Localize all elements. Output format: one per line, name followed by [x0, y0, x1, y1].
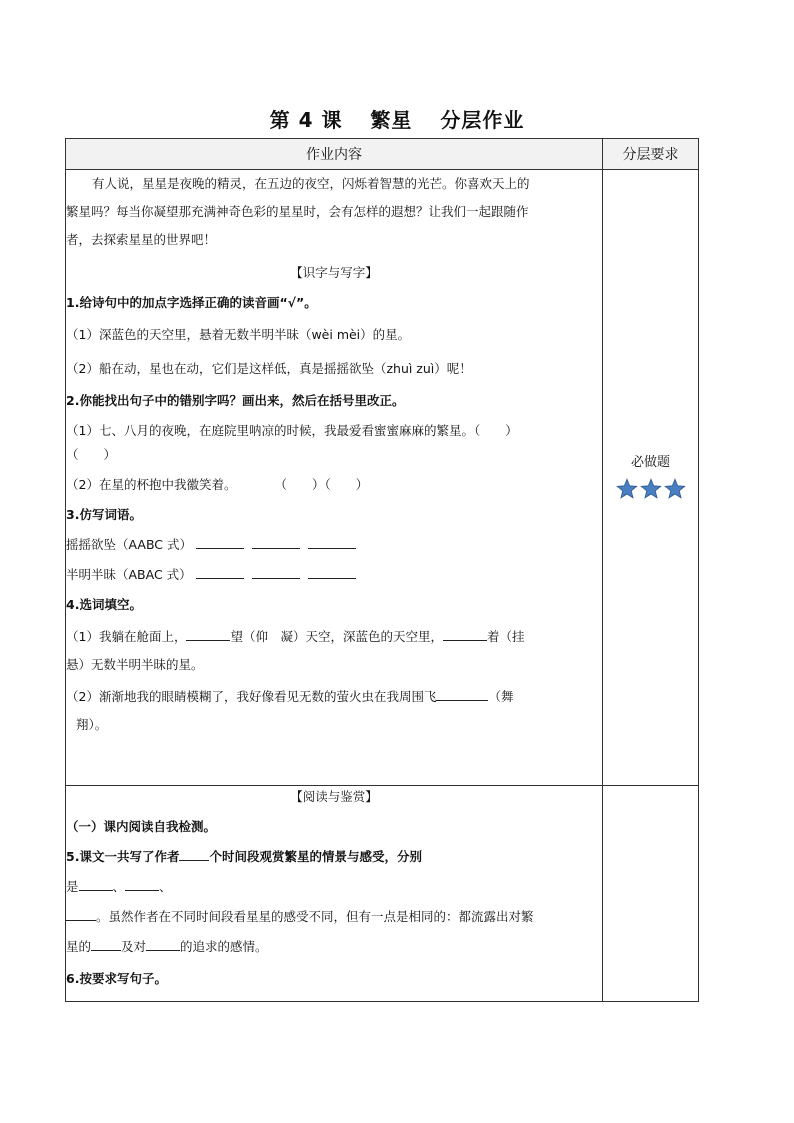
answer-blank[interactable]: [252, 566, 300, 579]
question-2: 2.你能找出句子中的错别字吗？画出来，然后在括号里改正。: [66, 393, 405, 408]
question-4-1-cont: 悬）无数半明半昧的星。: [66, 657, 204, 672]
answer-blank[interactable]: [79, 878, 113, 891]
question-3-2: [66, 566, 602, 584]
required-label: 必做题: [630, 455, 670, 470]
separator: 、: [159, 879, 172, 894]
section2-content: [66, 786, 603, 1002]
star-icon: [640, 478, 662, 500]
section1-requirement: [603, 170, 699, 786]
header-content: 作业内容: [66, 139, 603, 170]
question-3-1: [66, 536, 602, 554]
answer-blank[interactable]: [146, 938, 180, 951]
question-1: 1.给诗句中的加点字选择正确的读音画“√”。: [66, 295, 317, 310]
question-1-1: （1）深蓝色的天空里，悬着无数半明半昧（wèi mèi）的星。: [66, 327, 411, 342]
question-4-2-b: （舞: [488, 689, 514, 704]
question-3-1-label: 摇摇欲坠（AABC 式）: [66, 537, 193, 552]
question-5-c: 是: [66, 879, 79, 894]
question-3-2-label: 半明半昧（ABAC 式）: [66, 567, 192, 582]
intro-line-3: 者，去探索星星的世界吧！: [66, 232, 217, 247]
question-2-2: [66, 476, 602, 494]
reading-sub: （一）课内阅读自我检测。: [66, 819, 217, 834]
question-5-b: 个时间段观赏繁星的情景与感受，分别: [209, 849, 422, 864]
intro-line-2: 繁星吗？每当你凝望那充满神奇色彩的星星时，会有怎样的遐想？让我们一起跟随作: [66, 204, 529, 219]
answer-blank[interactable]: [66, 908, 96, 921]
answer-blank[interactable]: [196, 536, 244, 549]
separator: 、: [112, 879, 126, 894]
answer-blank[interactable]: [179, 848, 209, 861]
title-sub: 分层作业: [440, 108, 525, 132]
question-4-2-a: （2）渐渐地我的眼睛模糊了，我好像看见无数的萤火虫在我周围飞: [66, 689, 437, 704]
header-requirement: 分层要求: [603, 139, 699, 170]
question-5-g: 的追求的感情。: [180, 939, 268, 954]
section-heading-reading: 【阅读与鉴赏】: [290, 789, 378, 804]
answer-blank[interactable]: [443, 628, 487, 641]
question-3: 3.仿写词语。: [66, 507, 142, 522]
title-name: 繁星: [370, 108, 413, 132]
section1-content: [66, 170, 603, 786]
star-icon: [616, 478, 638, 500]
question-4-2-cont: 翔）。: [76, 717, 108, 732]
question-5-d: 。虽然作者在不同时间段看星星的感受不同，但有一点是相同的：都流露出对繁: [96, 909, 534, 924]
question-5: [66, 848, 602, 866]
question-5-cont: [66, 878, 602, 896]
question-4-1-b: 望（仰 凝）天空，深蓝色的天空里，: [230, 629, 443, 644]
answer-blank[interactable]: [186, 628, 230, 641]
answer-blank[interactable]: [91, 938, 121, 951]
question-4-1-a: （1）我躺在舱面上，: [66, 629, 187, 644]
question-1-2: （2）船在动，星也在动，它们是这样低，真是摇摇欲坠（zhuì zuì）呢！: [66, 361, 472, 376]
question-5-a: 5.课文一共写了作者: [66, 849, 180, 864]
answer-blank[interactable]: [252, 536, 300, 549]
answer-blank[interactable]: [436, 688, 488, 701]
question-5-cont3: [66, 938, 602, 956]
question-6: 6.按要求写句子。: [66, 971, 167, 986]
question-2-2-brackets: （ ）（ ）: [274, 477, 369, 492]
answer-blank[interactable]: [308, 566, 356, 579]
answer-blank[interactable]: [308, 536, 356, 549]
difficulty-stars: [603, 478, 698, 504]
question-2-1: （1）七、八月的夜晚，在庭院里呐凉的时候，我最爱看蜜蜜麻麻的繁星。（ ）: [66, 423, 518, 438]
question-4-2: [66, 688, 602, 706]
title-lesson: 第 4 课: [269, 108, 343, 132]
answer-blank[interactable]: [196, 566, 244, 579]
question-5-f: 及对: [121, 939, 147, 954]
question-4-1-c: 着（挂: [486, 629, 525, 644]
intro-line-1: 有人说，星星是夜晚的精灵，在五边的夜空，闪烁着智慧的光芒。你喜欢天上的: [92, 176, 530, 191]
question-2-1-extra: （ ）: [66, 447, 117, 462]
question-4-1: [66, 628, 602, 646]
section2-requirement: [603, 786, 699, 1002]
question-5-e: 星的: [66, 939, 92, 954]
answer-blank[interactable]: [125, 878, 159, 891]
star-icon: [664, 478, 686, 500]
page-title: [0, 104, 794, 133]
section-heading-literacy: 【识字与写字】: [290, 265, 378, 280]
question-5-cont2: [66, 908, 602, 926]
homework-table: [65, 138, 699, 1002]
question-4: 4.选词填空。: [66, 597, 142, 612]
question-2-2-text: （2）在星的杯抱中我徽笑着。: [66, 477, 237, 492]
